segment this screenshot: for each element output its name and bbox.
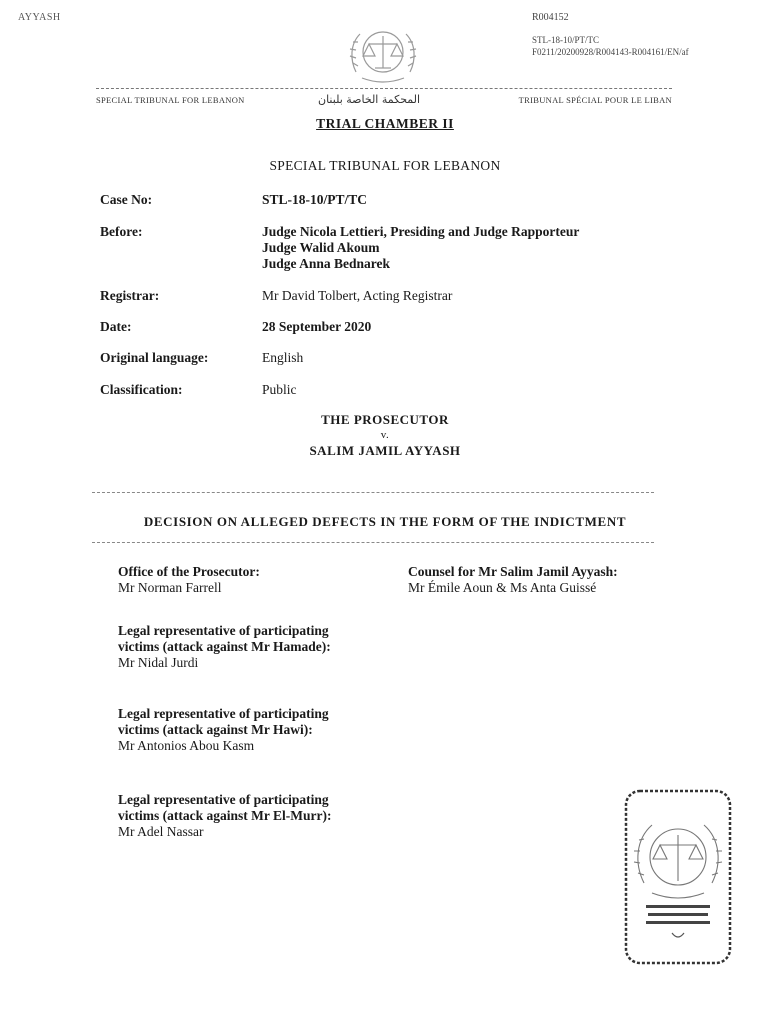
victims-hawi-title: Legal representative of participating	[118, 706, 329, 721]
victims-hamade-name: Mr Nidal Jurdi	[118, 655, 199, 670]
prosecutor-office-name: Mr Norman Farrell	[118, 580, 222, 595]
prosecutor-office-title: Office of the Prosecutor:	[118, 564, 260, 579]
victims-hawi-block	[118, 706, 408, 754]
banner-arabic: المحكمة الخاصة بلبنان	[318, 93, 421, 106]
versus-label: v.	[380, 429, 390, 441]
classification-label: Classification:	[100, 382, 183, 397]
document-references	[532, 12, 689, 58]
decision-title: DECISION ON ALLEGED DEFECTS IN THE FORM OF THE INDICTMENT	[143, 514, 627, 529]
case-no-label: Case No:	[100, 192, 153, 207]
banner-english: SPECIAL TRIBUNAL FOR LEBANON	[96, 95, 245, 105]
tribunal-title: SPECIAL TRIBUNAL FOR LEBANON	[269, 158, 501, 173]
decision-bottom-rule	[92, 542, 654, 543]
defence-counsel-title: Counsel for Mr Salim Jamil Ayyash:	[408, 564, 618, 579]
judge-line: Judge Walid Akoum	[262, 240, 380, 255]
decision-top-rule	[92, 492, 654, 493]
victims-elmurr-block	[118, 792, 408, 840]
victims-hamade-title: victims (attack against Mr Hamade):	[118, 639, 331, 654]
date-label: Date:	[100, 319, 132, 334]
chamber-title: TRIAL CHAMBER II	[316, 116, 454, 131]
case-no-value: STL-18-10/PT/TC	[262, 192, 368, 207]
registrar-value: Mr David Tolbert, Acting Registrar	[262, 288, 453, 303]
tribunal-banner	[96, 93, 672, 109]
classification-value: Public	[262, 382, 297, 397]
victims-hamade-title: Legal representative of participating	[118, 623, 329, 638]
case-reference: STL-18-10/PT/TC	[532, 35, 599, 45]
language-label: Original language:	[100, 350, 209, 365]
judges-list	[262, 224, 579, 272]
date-value: 28 September 2020	[262, 319, 372, 334]
prosecutor-party: THE PROSECUTOR	[321, 412, 449, 427]
defence-counsel-name: Mr Émile Aoun & Ms Anta Guissé	[408, 580, 597, 595]
document-number: R004152	[532, 12, 569, 23]
banner-french: TRIBUNAL SPÉCIAL POUR LE LIBAN	[518, 95, 672, 105]
victims-elmurr-name: Mr Adel Nassar	[118, 824, 204, 839]
prosecutor-office-block	[118, 564, 408, 596]
seal-stamp-icon	[622, 787, 734, 967]
before-label: Before:	[100, 224, 143, 239]
registrar-label: Registrar:	[100, 288, 160, 303]
banner-top-rule	[96, 88, 672, 89]
victims-elmurr-title: Legal representative of participating	[118, 792, 329, 807]
victims-hamade-block	[118, 623, 408, 671]
victims-hawi-title: victims (attack against Mr Hawi):	[118, 722, 313, 737]
defence-counsel-block	[408, 564, 708, 596]
victims-elmurr-title: victims (attack against Mr El-Murr):	[118, 808, 332, 823]
accused-party: SALIM JAMIL AYYASH	[309, 443, 461, 458]
judge-line: Judge Anna Bednarek	[262, 256, 391, 271]
tribunal-emblem-icon	[344, 22, 422, 88]
file-reference: F0211/20200928/R004143-R004161/EN/af	[532, 47, 689, 57]
left-header-code: AYYASH	[18, 12, 61, 23]
judge-line: Judge Nicola Lettieri, Presiding and Judge Rapporteur	[262, 224, 580, 239]
victims-hawi-name: Mr Antonios Abou Kasm	[118, 738, 255, 753]
language-value: English	[262, 350, 304, 365]
